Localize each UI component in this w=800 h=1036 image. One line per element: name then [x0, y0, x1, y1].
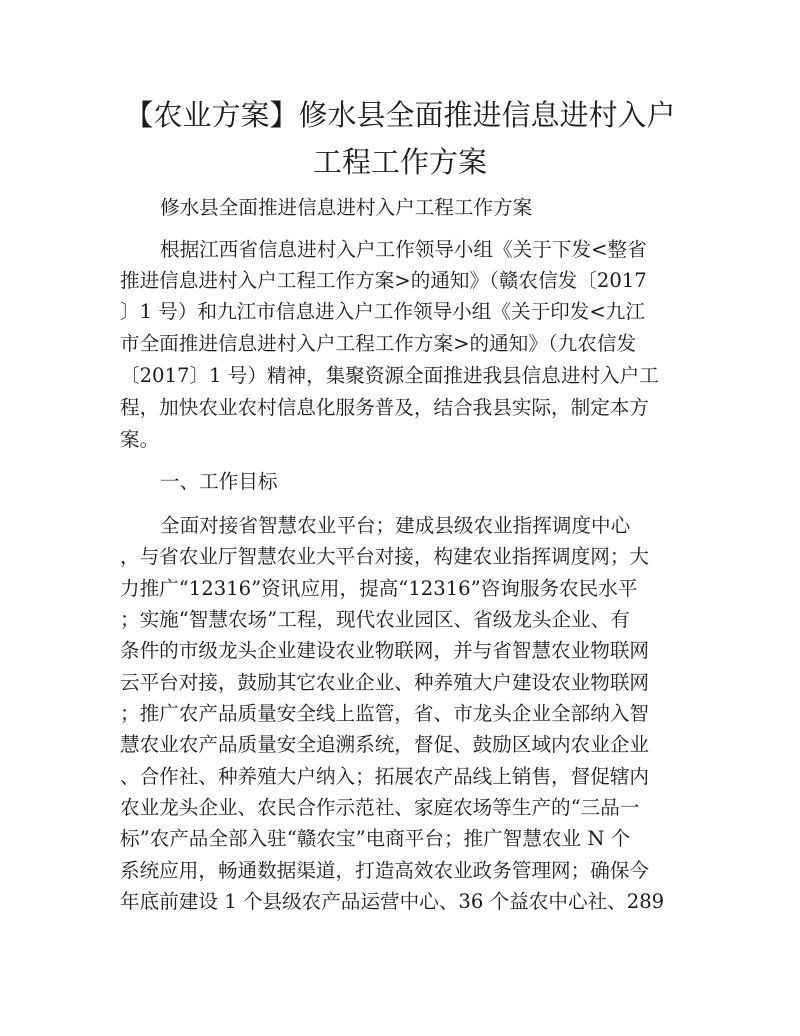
body-line-2: ，与省农业厅智慧农业大平台对接，构建农业指挥调度网；大 [120, 545, 650, 568]
intro-line-6: 程，加快农业农村信息化服务普及，结合我县实际，制定本方 [120, 396, 650, 419]
body-line-9: 、合作社、种养殖大户纳入；拓展农产品线上销售，督促辖内 [120, 765, 650, 788]
body-line-6: 云平台对接，鼓励其它农业企业、种养殖大户建设农业物联网 [120, 671, 650, 694]
intro-line-3: 〕1 号）和九江市信息进入户工作领导小组《关于印发<九江 [120, 300, 645, 323]
intro-line-7: 案。 [120, 428, 160, 451]
intro-line-5: 〔2017〕1 号）精神，集聚资源全面推进我县信息进村入户工 [120, 364, 659, 387]
body-line-8: 慧农业农产品质量安全追溯系统，督促、鼓励区域内农业企业 [120, 733, 650, 756]
document-subtitle: 修水县全面推进信息进村入户工程工作方案 [160, 196, 533, 219]
body-line-5: 条件的市级龙头企业建设农业物联网，并与省智慧农业物联网 [120, 639, 650, 662]
intro-line-1: 根据江西省信息进村入户工作领导小组《关于下发<整省 [160, 238, 647, 261]
body-line-12: 系统应用，畅通数据渠道，打造高效农业政务管理网；确保今 [120, 859, 650, 882]
document-title-line-2: 工程工作方案 [312, 145, 487, 179]
body-line-7: ；推广农产品质量安全线上监管，省、市龙头企业全部纳入智 [120, 702, 650, 725]
body-line-1: 全面对接省智慧农业平台；建成县级农业指挥调度中心 [160, 514, 631, 537]
body-line-13: 年底前建设 1 个县级农产品运营中心、36 个益农中心社、289 [120, 890, 665, 913]
body-line-11: 标”农产品全部入驻“赣农宝”电商平台；推广智慧农业 N 个 [120, 827, 631, 850]
body-line-3: 力推广“12316”资讯应用，提高“12316”咨询服务农民水平 [120, 577, 638, 600]
body-line-4: ；实施“智慧农场”工程，现代农业园区、省级龙头企业、有 [120, 608, 630, 631]
intro-line-2: 推进信息进村入户工程工作方案>的通知》（赣农信发〔2017 [120, 269, 647, 292]
section-heading: 一、工作目标 [160, 470, 278, 493]
intro-line-4: 市全面推进信息进村入户工程工作方案>的通知》（九农信发 [120, 332, 637, 355]
document-title-line-1: 【农业方案】修水县全面推进信息进村入户 [124, 98, 676, 132]
body-line-10: 农业龙头企业、农民合作示范社、家庭农场等生产的“三品一 [120, 796, 640, 819]
